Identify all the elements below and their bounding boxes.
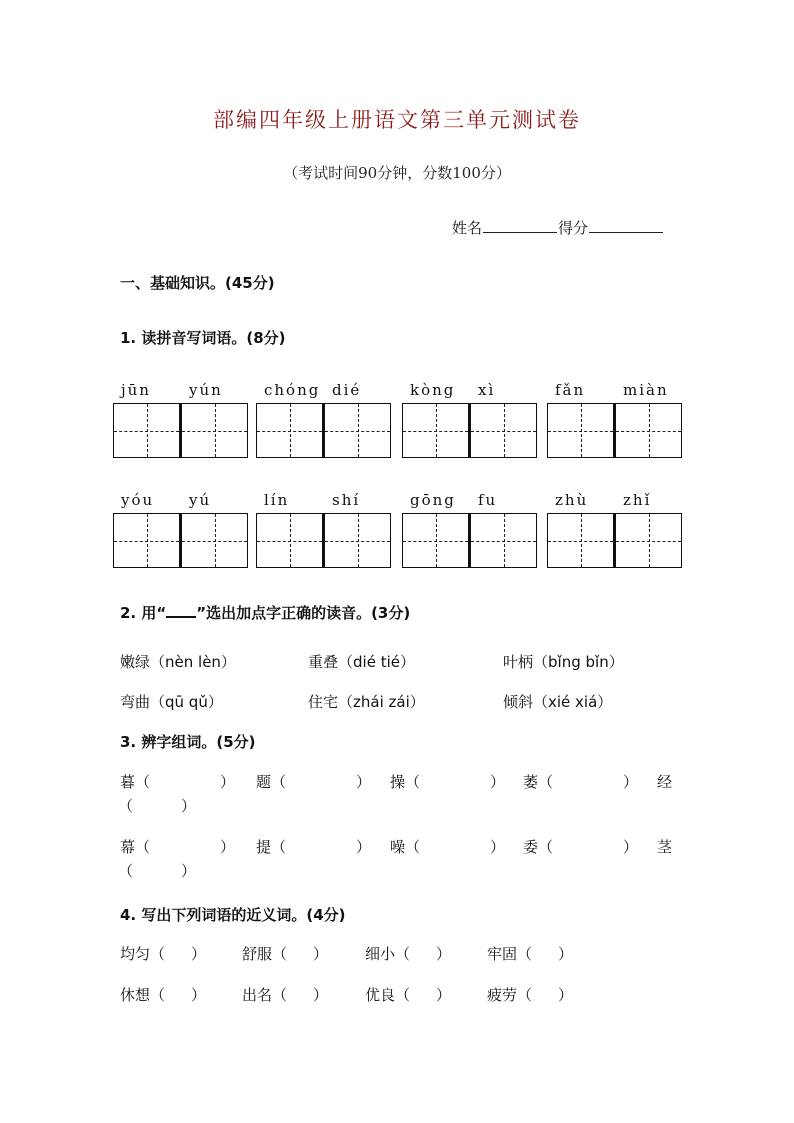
open-paren: （ [272, 986, 288, 1004]
q1-heading: 1. 读拼音写词语。(8分) [120, 329, 286, 347]
close-paren: ） [558, 986, 574, 1004]
synonym-item[interactable] [242, 984, 328, 1005]
open-paren: （ [271, 773, 287, 791]
pinyin-label: yú [189, 491, 212, 509]
close-paren: ） [490, 838, 506, 856]
pinyin-label: shí [332, 491, 361, 509]
pinyin-label: zhù [555, 491, 589, 509]
word: 提 [256, 838, 272, 856]
grid-divider [614, 513, 616, 568]
score-label: 得分 [558, 219, 589, 237]
word: 委 [523, 838, 539, 856]
fill-blank-item[interactable] [390, 836, 505, 857]
open-paren: （ [538, 773, 554, 791]
name-score-bar [452, 217, 664, 238]
close-paren: ） [558, 945, 574, 963]
grid-divider [469, 403, 471, 458]
q2-options: （dié tié） [338, 653, 415, 671]
open-paren: （ [395, 945, 411, 963]
open-paren: （ [135, 773, 151, 791]
word: 细小 [365, 945, 396, 963]
pinyin-label: chóng [264, 381, 321, 399]
open-paren: （ [118, 797, 134, 815]
word: 牢固 [487, 945, 518, 963]
fill-blank-item[interactable] [657, 836, 672, 857]
q2-options: （bǐng bǐn） [533, 653, 624, 671]
fill-blank-item[interactable] [256, 771, 371, 792]
q2-options: （qū qǔ） [150, 693, 223, 711]
grid-divider [323, 403, 325, 458]
pinyin-label: fǎn [555, 381, 586, 399]
q2-item[interactable] [120, 651, 236, 672]
synonym-item[interactable] [242, 943, 328, 964]
open-paren: （ [405, 838, 421, 856]
word: 舒服 [242, 945, 273, 963]
q2-heading [120, 602, 410, 623]
writing-grid-cell[interactable] [181, 513, 248, 568]
word: 出名 [242, 986, 273, 1004]
synonym-item[interactable] [365, 984, 451, 1005]
q2-options: （nèn lèn） [150, 653, 236, 671]
section-heading: 一、基础知识。(45分) [120, 274, 275, 292]
close-paren: ） [220, 773, 236, 791]
word: 茎 [657, 838, 673, 856]
open-paren: （ [517, 945, 533, 963]
q2-item[interactable] [308, 691, 425, 712]
open-paren: （ [150, 986, 166, 1004]
q2-word: 重叠 [308, 653, 339, 671]
q2-item[interactable] [503, 651, 624, 672]
q2-options: （zhái zái） [338, 693, 425, 711]
writing-grid-cell[interactable] [113, 403, 180, 458]
word: 休想 [120, 986, 151, 1004]
close-paren: ） [181, 797, 197, 815]
grid-divider [469, 513, 471, 568]
open-paren: （ [150, 945, 166, 963]
word: 经 [657, 773, 673, 791]
q2-word: 嫩绿 [120, 653, 151, 671]
pinyin-label: yóu [121, 491, 155, 509]
word: 题 [256, 773, 272, 791]
grid-divider [614, 403, 616, 458]
word: 暮 [120, 773, 136, 791]
writing-grid-cell[interactable] [256, 403, 323, 458]
q2-item[interactable] [308, 651, 415, 672]
word: 萎 [523, 773, 539, 791]
name-label: 姓名 [452, 219, 483, 237]
grid-divider [180, 513, 182, 568]
q2-word: 住宅 [308, 693, 339, 711]
pinyin-label: xì [478, 381, 496, 399]
name-field[interactable] [483, 218, 557, 233]
close-paren: ） [356, 838, 372, 856]
writing-grid-cell[interactable] [324, 403, 391, 458]
close-paren: ） [356, 773, 372, 791]
open-paren: （ [395, 986, 411, 1004]
fill-blank-item[interactable] [120, 771, 235, 792]
q2-heading-part-b: ”选出加点字正确的读音。(3分) [196, 604, 411, 622]
pinyin-label: lín [264, 491, 290, 509]
synonym-item[interactable] [120, 984, 206, 1005]
synonym-item[interactable] [365, 943, 451, 964]
writing-grid-cell[interactable] [615, 403, 682, 458]
fill-blank-item[interactable] [657, 771, 672, 792]
q2-word: 叶柄 [503, 653, 534, 671]
open-paren: （ [118, 862, 134, 880]
pinyin-label: yún [189, 381, 223, 399]
word: 幕 [120, 838, 136, 856]
grid-divider [180, 403, 182, 458]
q2-word: 弯曲 [120, 693, 151, 711]
fill-blank-item[interactable] [256, 836, 371, 857]
grid-divider [323, 513, 325, 568]
open-paren: （ [517, 986, 533, 1004]
synonym-item[interactable] [487, 984, 573, 1005]
open-paren: （ [538, 838, 554, 856]
close-paren: ） [623, 773, 639, 791]
pinyin-label: jūn [121, 381, 151, 399]
writing-grid-cell[interactable] [324, 513, 391, 568]
q2-item[interactable] [120, 691, 223, 712]
fill-blank-item[interactable] [120, 836, 235, 857]
word: 疲劳 [487, 986, 518, 1004]
open-paren: （ [272, 945, 288, 963]
writing-grid-cell[interactable] [547, 513, 614, 568]
q3-heading: 3. 辨字组词。(5分) [120, 733, 256, 751]
close-paren: ） [436, 986, 452, 1004]
fill-blank-item[interactable] [523, 836, 638, 857]
close-paren: ） [181, 862, 197, 880]
open-paren: （ [271, 838, 287, 856]
exam-info: （考试时间90分钟，分数100分） [283, 164, 511, 182]
close-paren: ） [436, 945, 452, 963]
q2-word: 倾斜 [503, 693, 534, 711]
close-paren: ） [220, 838, 236, 856]
close-paren: ） [191, 945, 207, 963]
q2-options: （xié xiá） [533, 693, 613, 711]
open-paren: （ [135, 838, 151, 856]
writing-grid-cell[interactable] [256, 513, 323, 568]
synonym-item[interactable] [487, 943, 573, 964]
close-paren: ） [313, 986, 329, 1004]
word: 均匀 [120, 945, 151, 963]
score-field[interactable] [589, 218, 663, 233]
open-paren: （ [405, 773, 421, 791]
close-paren: ） [191, 986, 207, 1004]
fill-blank-item[interactable] [523, 771, 638, 792]
writing-grid-cell[interactable] [113, 513, 180, 568]
q2-item[interactable] [503, 691, 612, 712]
pinyin-label: zhǐ [623, 491, 652, 509]
pinyin-label: dié [332, 381, 362, 399]
q4-heading: 4. 写出下列词语的近义词。(4分) [120, 906, 346, 924]
writing-grid-cell[interactable] [615, 513, 682, 568]
page-title: 部编四年级上册语文第三单元测试卷 [213, 108, 581, 132]
pinyin-label: gōng [410, 491, 456, 509]
word: 优良 [365, 986, 396, 1004]
writing-grid-cell[interactable] [470, 513, 537, 568]
synonym-item[interactable] [120, 943, 206, 964]
q2-heading-part-a: 2. 用“ [120, 604, 167, 622]
close-paren: ） [490, 773, 506, 791]
pinyin-label: kòng [410, 381, 456, 399]
writing-grid-cell[interactable] [402, 403, 469, 458]
close-paren: ） [313, 945, 329, 963]
writing-grid-cell[interactable] [181, 403, 248, 458]
writing-grid-cell[interactable] [547, 403, 614, 458]
word: 噪 [390, 838, 406, 856]
fill-blank-wrap[interactable] [118, 795, 196, 816]
word: 操 [390, 773, 406, 791]
close-paren: ） [623, 838, 639, 856]
writing-grid-cell[interactable] [402, 513, 469, 568]
fill-blank-item[interactable] [390, 771, 505, 792]
writing-grid-cell[interactable] [470, 403, 537, 458]
underline-mark [166, 604, 196, 618]
pinyin-label: miàn [623, 381, 669, 399]
pinyin-label: fu [478, 491, 498, 509]
fill-blank-wrap[interactable] [118, 860, 196, 881]
